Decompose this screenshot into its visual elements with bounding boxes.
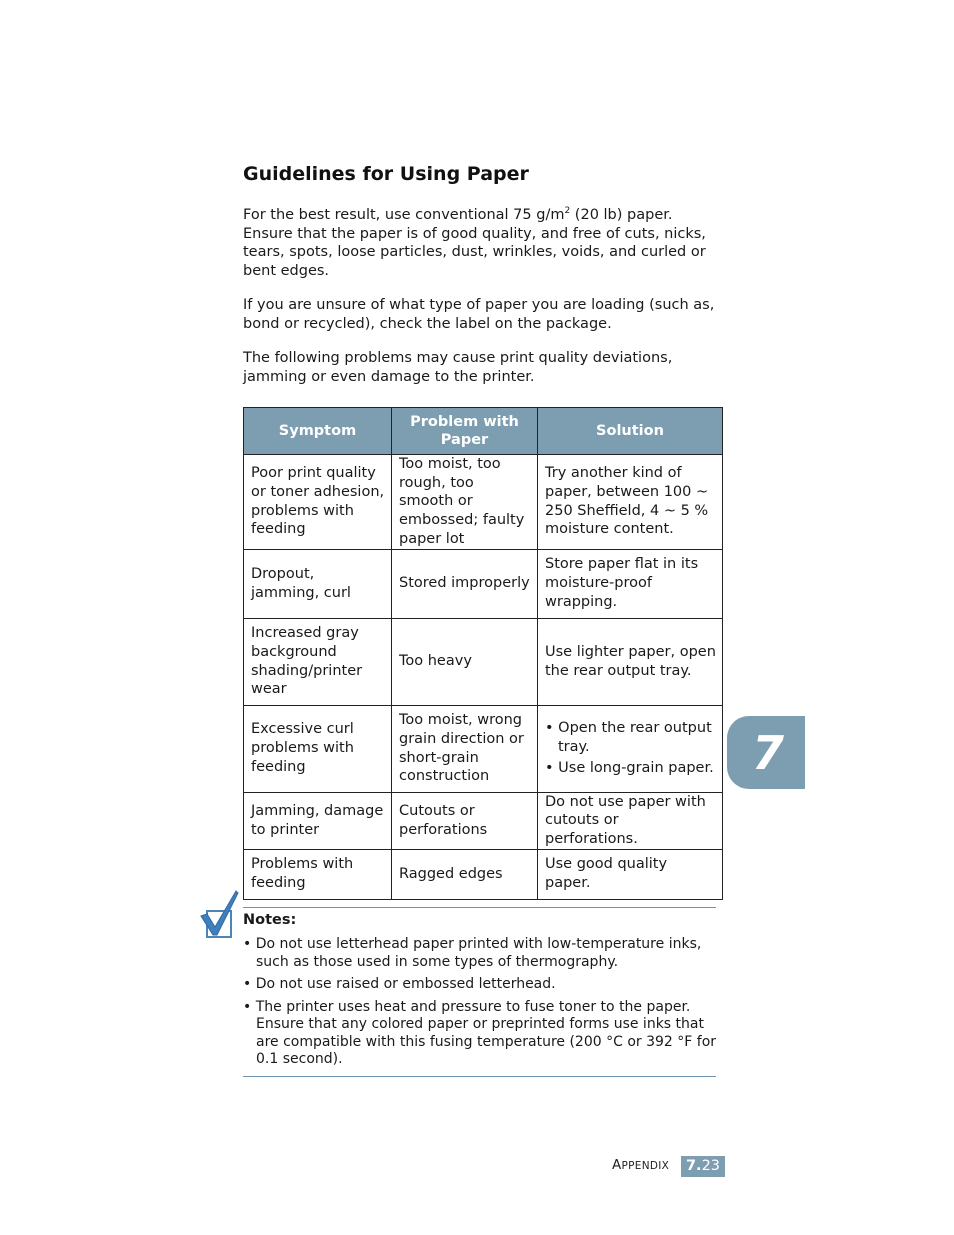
intro-text-cont: (20 lb) paper. Ensure that the paper is of good quality, and free of cuts, nicks, tears, spots, loose particles, dust, wrinkles, voids, and curled or bent edges. — [243, 207, 706, 280]
table-row — [244, 618, 723, 705]
label-rest: PPENDIX — [621, 1160, 670, 1172]
problem-cell: Ragged edges — [392, 849, 538, 899]
list-item: • Do not use raised or embossed letterhead. — [243, 976, 556, 992]
notes-title: Notes: — [243, 912, 297, 928]
solution-cell: Do not use paper with cutouts or perforations. — [538, 792, 723, 849]
header-symptom: Symptom — [244, 408, 392, 455]
notes-top-rule — [243, 907, 716, 908]
solution-cell — [538, 705, 723, 792]
list-item: • Do not use letterhead paper printed with low-temperature inks, such as those used in some types of thermography. — [243, 936, 702, 970]
label-cap: A — [612, 1157, 622, 1173]
chapter-number: 7 — [751, 725, 784, 780]
problem-cell: Too heavy — [392, 618, 538, 705]
symptom-cell: Dropout, jamming, curl — [244, 549, 392, 618]
header-solution: Solution — [538, 408, 723, 455]
header-problem: Problem with Paper — [392, 408, 538, 455]
paper-problems-table — [243, 407, 723, 900]
problem-cell: Too moist, too rough, too smooth or embossed; faulty paper lot — [392, 455, 538, 550]
symptom-cell: Problems with feeding — [244, 849, 392, 899]
notes-list — [243, 936, 719, 1074]
solution-cell: Try another kind of paper, between 100 ~ 250 Sheffield, 4 ~ 5 % moisture content. — [538, 455, 723, 550]
superscript: 2 — [564, 206, 571, 216]
symptom-cell: Excessive curl problems with feeding — [244, 705, 392, 792]
problem-cell: Too moist, wrong grain direction or short-grain construction — [392, 705, 538, 792]
solution-cell: Store paper flat in its moisture-proof wrapping. — [538, 549, 723, 618]
solution-bullet: • Use long-grain paper. — [545, 760, 714, 777]
table-row — [244, 792, 723, 849]
page-number-chapter: 7. — [685, 1158, 702, 1174]
solution-cell: Use good quality paper. — [538, 849, 723, 899]
problem-cell: Cutouts or perforations — [392, 792, 538, 849]
table-row — [244, 549, 723, 618]
table-header-row — [244, 408, 723, 455]
table-row — [244, 705, 723, 792]
list-item: • The printer uses heat and pressure to fuse toner to the paper. Ensure that any colored paper or preprinted forms use inks that are compatible with this fusing temperature (200 °C or 392 °F for 0.1 second). — [243, 998, 717, 1067]
table-row — [244, 849, 723, 899]
page-number-page: 23 — [701, 1158, 721, 1174]
problem-cell: Stored improperly — [392, 549, 538, 618]
page-number — [681, 1156, 725, 1177]
symptom-cell: Jamming, damage to printer — [244, 792, 392, 849]
intro-text: For the best result, use conventional 75 g/m — [243, 207, 565, 223]
intro-paragraph-2: If you are unsure of what type of paper you are loading (such as, bond or recycled), check the label on the package. — [243, 297, 715, 332]
symptom-cell: Increased gray background shading/printer wear — [244, 618, 392, 705]
symptom-cell: Poor print quality or toner adhesion, problems with feeding — [244, 455, 392, 550]
notes-bottom-rule — [243, 1076, 716, 1077]
solution-bullet: • Open the rear output tray. — [545, 719, 712, 755]
footer-section-label — [612, 1157, 669, 1173]
intro-paragraph-3: The following problems may cause print quality deviations, jamming or even damage to the printer. — [243, 350, 673, 385]
intro-paragraph-1 — [243, 206, 723, 281]
solution-cell: Use lighter paper, open the rear output tray. — [538, 618, 723, 705]
page-title: Guidelines for Using Paper — [243, 163, 529, 185]
table-row — [244, 455, 723, 550]
checkmark-note-icon — [198, 889, 242, 943]
chapter-tab — [727, 716, 805, 789]
